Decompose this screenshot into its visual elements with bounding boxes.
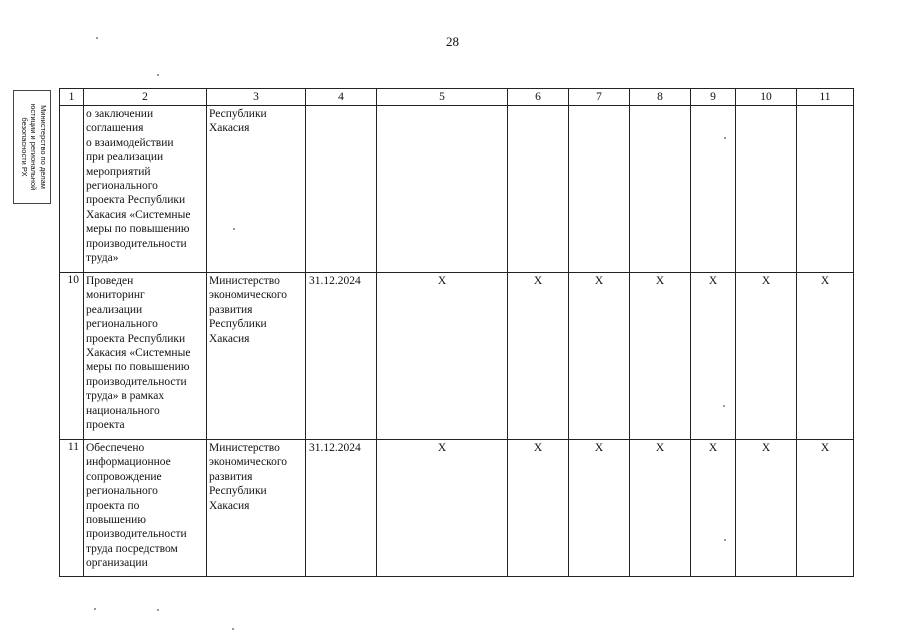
text-line: проекта — [86, 419, 125, 432]
text-line: развития — [209, 303, 253, 316]
deadline-date: 31.12.2024 — [306, 440, 377, 577]
mark-cell: X — [691, 273, 736, 440]
scan-speck — [233, 228, 235, 230]
registration-stamp — [13, 90, 51, 204]
column-header: 8 — [630, 89, 691, 106]
text-line: соглашения — [86, 122, 144, 135]
responsible-org — [207, 440, 306, 577]
responsible-org — [207, 106, 306, 273]
text-line: экономического — [209, 289, 288, 302]
row-number: 10 — [60, 273, 84, 440]
scan-speck — [96, 37, 98, 39]
page-number: 28 — [446, 34, 459, 49]
scan-speck — [157, 609, 159, 611]
mark-cell — [377, 106, 508, 273]
scan-speck — [94, 608, 96, 610]
mark-cell: X — [569, 440, 630, 577]
mark-cell — [736, 106, 797, 273]
mark-cell: X — [508, 440, 569, 577]
text-line: мониторинг — [86, 289, 145, 302]
scan-speck — [723, 405, 725, 407]
stamp-line: юстиции и региональной — [29, 103, 39, 191]
text-line: Республики — [209, 485, 267, 498]
text-line: проекта Республики — [86, 194, 186, 207]
text-line: производительности — [86, 237, 187, 250]
stamp-text — [16, 93, 48, 201]
column-header: 3 — [207, 89, 306, 106]
column-header: 9 — [691, 89, 736, 106]
text-line: информационное — [86, 456, 171, 469]
mark-cell: X — [377, 440, 508, 577]
deadline-date: 31.12.2024 — [306, 273, 377, 440]
scan-speck — [724, 137, 726, 139]
text-line: регионального — [86, 485, 158, 498]
text-line: Министерство — [209, 442, 280, 454]
mark-cell: X — [377, 273, 508, 440]
row-number: 11 — [60, 440, 84, 577]
activity-name — [84, 440, 207, 577]
text-line: реализации — [86, 303, 143, 316]
text-line: повышению — [86, 514, 146, 527]
mark-cell: X — [630, 440, 691, 577]
text-line: о взаимодействии — [86, 136, 174, 149]
text-line: организации — [86, 557, 148, 570]
mark-cell: X — [691, 440, 736, 577]
text-line: производительности — [86, 528, 187, 541]
text-line: Хакасия — [209, 332, 250, 345]
mark-cell — [691, 106, 736, 273]
responsible-org — [207, 273, 306, 440]
mark-cell: X — [797, 440, 854, 577]
text-line: Проведен — [86, 275, 134, 287]
column-header: 10 — [736, 89, 797, 106]
table-row — [60, 106, 854, 273]
mark-cell: X — [508, 273, 569, 440]
activity-name — [84, 273, 207, 440]
mark-cell — [508, 106, 569, 273]
column-header: 7 — [569, 89, 630, 106]
mark-cell: X — [797, 273, 854, 440]
table-row — [60, 273, 854, 440]
text-line: Хакасия — [209, 122, 250, 135]
text-line: Хакасия «Системные — [86, 208, 191, 221]
text-line: экономического — [209, 456, 288, 469]
scan-speck — [157, 74, 159, 76]
mark-cell — [569, 106, 630, 273]
column-header: 6 — [508, 89, 569, 106]
text-line: Республики — [209, 108, 267, 120]
column-header: 1 — [60, 89, 84, 106]
mark-cell: X — [630, 273, 691, 440]
table-row — [60, 440, 854, 577]
column-header: 4 — [306, 89, 377, 106]
text-line: мероприятий — [86, 165, 151, 178]
text-line: труда посредством — [86, 542, 178, 555]
mark-cell — [630, 106, 691, 273]
text-line: труда» — [86, 252, 119, 265]
text-line: сопровождение — [86, 470, 162, 483]
mark-cell: X — [736, 273, 797, 440]
row-number — [60, 106, 84, 273]
column-header: 11 — [797, 89, 854, 106]
text-line: регионального — [86, 318, 158, 331]
stamp-line: Министерство по делам — [39, 105, 48, 189]
text-line: Обеспечено — [86, 442, 145, 454]
column-header: 5 — [377, 89, 508, 106]
text-line: Министерство — [209, 275, 280, 287]
text-line: меры по повышению — [86, 223, 190, 236]
activities-table — [59, 88, 854, 577]
scan-speck — [232, 628, 234, 630]
text-line: производительности — [86, 375, 187, 388]
mark-cell — [797, 106, 854, 273]
text-line: меры по повышению — [86, 361, 190, 374]
text-line: Хакасия «Системные — [86, 347, 191, 360]
mark-cell: X — [569, 273, 630, 440]
column-header: 2 — [84, 89, 207, 106]
deadline-date — [306, 106, 377, 273]
text-line: проекта по — [86, 499, 140, 512]
stamp-line: безопасности РХ — [20, 117, 29, 177]
text-line: регионального — [86, 180, 158, 193]
text-line: о заключении — [86, 108, 154, 120]
activity-name — [84, 106, 207, 273]
scan-speck — [724, 539, 726, 541]
header-row — [60, 89, 854, 106]
text-line: Хакасия — [209, 499, 250, 512]
text-line: национального — [86, 404, 160, 417]
text-line: труда» в рамках — [86, 390, 165, 403]
text-line: развития — [209, 470, 253, 483]
text-line: при реализации — [86, 151, 164, 164]
text-line: Республики — [209, 318, 267, 331]
mark-cell: X — [736, 440, 797, 577]
text-line: проекта Республики — [86, 332, 186, 345]
